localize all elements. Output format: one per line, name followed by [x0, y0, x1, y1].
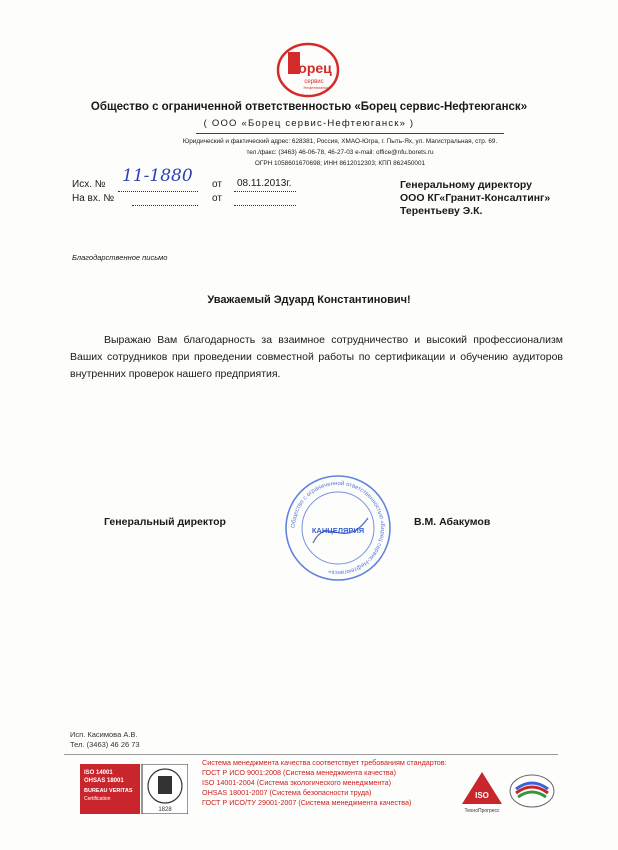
- svg-text:BUREAU VERITAS: BUREAU VERITAS: [84, 788, 133, 794]
- accreditation-badge: [508, 773, 556, 809]
- signature-position: Генеральный директор: [104, 516, 226, 528]
- org-short-name: ( ООО «Борец сервис-Нефтеюганск» ): [203, 118, 415, 129]
- stamp-center-text: КАНЦЕЛЯРИЯ: [311, 526, 365, 535]
- greeting: Уважаемый Эдуард Константинович!: [207, 294, 411, 306]
- letter-kind: Благодарственное письмо: [72, 253, 168, 262]
- out-number-handwritten: 11-1880: [122, 166, 193, 186]
- svg-text:Certification: Certification: [84, 796, 111, 802]
- date-line-in: [234, 194, 296, 206]
- addressee-block: [400, 179, 550, 218]
- executor-block: [70, 730, 140, 750]
- company-stamp: [283, 473, 393, 583]
- qms-title: Система менеджмента качества соответствует требованиям стандартов:: [202, 758, 447, 767]
- addressee-position: Генеральному директору: [400, 179, 532, 191]
- date-label-out: от: [212, 179, 222, 190]
- svg-text:ISO 14001: ISO 14001: [84, 770, 113, 776]
- date-label-in: от: [212, 193, 222, 204]
- footer-divider: [64, 754, 558, 755]
- stamp-ring-text: Общество с ограниченной ответственностью «Борец сервис-Нефтеюганск»: [290, 480, 386, 576]
- header-divider: [196, 133, 504, 134]
- executor-phone: Тел. (3463) 46 26 73: [70, 740, 140, 749]
- in-number-label: На вх. №: [72, 193, 115, 204]
- addressee-company: ООО КГ«Гранит-Консалтинг»: [400, 192, 551, 204]
- standard-item: ISO 14001-2004 (Система экологического менеджмента): [202, 778, 391, 787]
- logo-subtext-2: Нефтеюганск: [303, 85, 329, 90]
- org-full-name: Общество с ограниченной ответственностью «Борец сервис-Нефтеюганск»: [90, 101, 528, 113]
- company-logo: [276, 42, 340, 98]
- bureau-veritas-logo: [80, 764, 188, 814]
- logo-subtext: сервис: [304, 79, 324, 85]
- in-number-line: [132, 194, 198, 206]
- svg-text:OHSAS 18001: OHSAS 18001: [84, 778, 124, 784]
- contacts-line: тел./факс: (3463) 46-06-78, 46-27-03 e-mail: office@nfu.borets.ru: [246, 149, 434, 156]
- svg-text:ТехноПрогресс: ТехноПрогресс: [464, 808, 500, 814]
- logo-text: Борец: [288, 60, 332, 76]
- registry-line: ОГРН 1058601670698; ИНН 8612012303; КПП 862450001: [254, 160, 426, 167]
- iso-badge: [460, 770, 504, 814]
- standard-item: ГОСТ Р ИСО/ТУ 29001-2007 (Система менеджмента качества): [202, 798, 412, 807]
- addressee-name: Терентьеву Э.К.: [400, 205, 483, 217]
- date-value: 08.11.2013г.: [237, 178, 292, 189]
- signature-name: В.М. Абакумов: [414, 516, 491, 528]
- standard-item: ГОСТ Р ИСО 9001:2008 (Система менеджмента качества): [202, 768, 397, 777]
- address-line: Юридический и фактический адрес: 628381, Россия, ХМАО-Югра, г. Пыть-Ях, ул. Магистральная, стр. 69.: [182, 138, 498, 145]
- executor-name: Исп. Касимова А.В.: [70, 730, 138, 739]
- svg-text:1828: 1828: [158, 807, 172, 813]
- out-number-label: Исх. №: [72, 179, 106, 190]
- standard-item: OHSAS 18001-2007 (Система безопасности труда): [202, 788, 372, 797]
- letter-body: Выражаю Вам благодарность за взаимное сотрудничество и высокий профессионализм Ваших сотрудников при проведении совместной работы по сертификации и обучению аудиторов внутренних проверок нашего предприятия.: [70, 334, 563, 380]
- svg-text:ISO: ISO: [475, 791, 489, 800]
